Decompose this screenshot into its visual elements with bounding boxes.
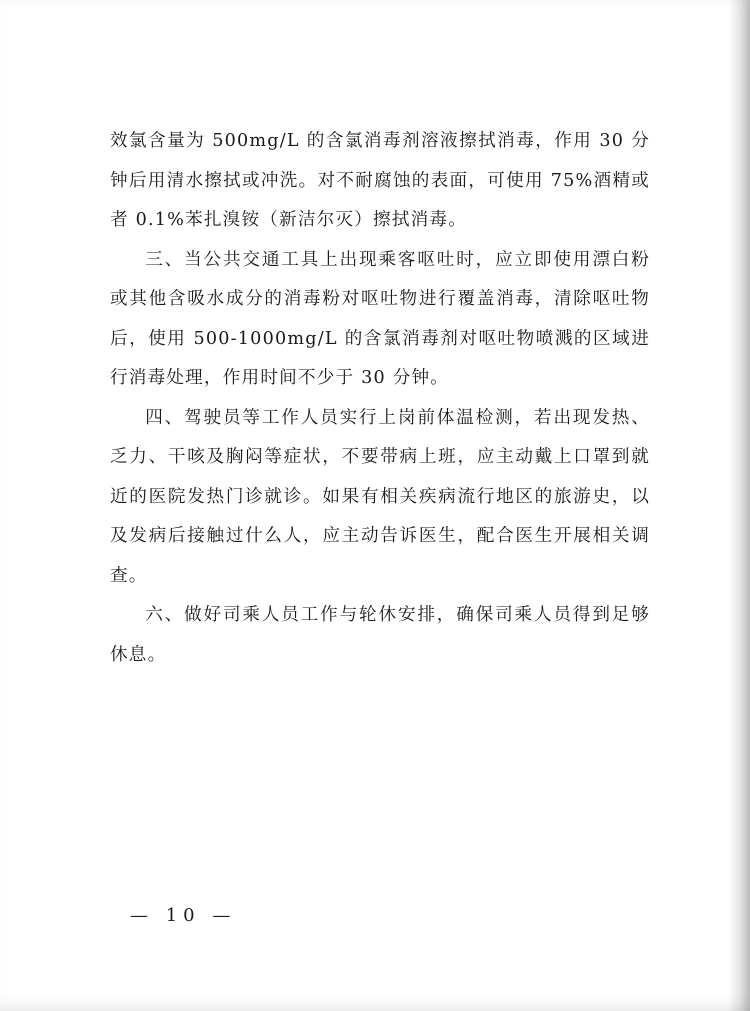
- page-number: — 10 —: [130, 905, 237, 926]
- paragraph-vomit-handling: 三、当公共交通工具上出现乘客呕吐时，应立即使用漂白粉或其他含吸水成分的消毒粉对呕吐物进行覆盖消毒，清除呕吐物后，使用 500-1000mg/L 的含氯消毒剂对呕吐物喷溅的区域进行消毒处理，作用时间不少于 30 分钟。: [110, 249, 650, 388]
- document-body: [110, 122, 650, 675]
- paragraph-temperature-check: 四、驾驶员等工作人员实行上岗前体温检测，若出现发热、乏力、干咳及胸闷等症状，不要带病上班，应主动戴上口罩到就近的医院发热门诊就诊。如果有相关疾病流行地区的旅游史，以及发病后接触过什么人，应主动告诉医生，配合医生开展相关调查。: [110, 407, 650, 586]
- paragraph-disinfection-continued: 效氯含量为 500mg/L 的含氯消毒剂溶液擦拭消毒，作用 30 分钟后用清水擦拭或冲洗。对不耐腐蚀的表面，可使用 75%酒精或者 0.1%苯扎溴铵（新洁尔灭）擦拭消毒。: [110, 131, 650, 230]
- paragraph-rest-arrangement: 六、做好司乘人员工作与轮休安排，确保司乘人员得到足够休息。: [110, 605, 650, 665]
- page-edge-shadow: [728, 0, 750, 1011]
